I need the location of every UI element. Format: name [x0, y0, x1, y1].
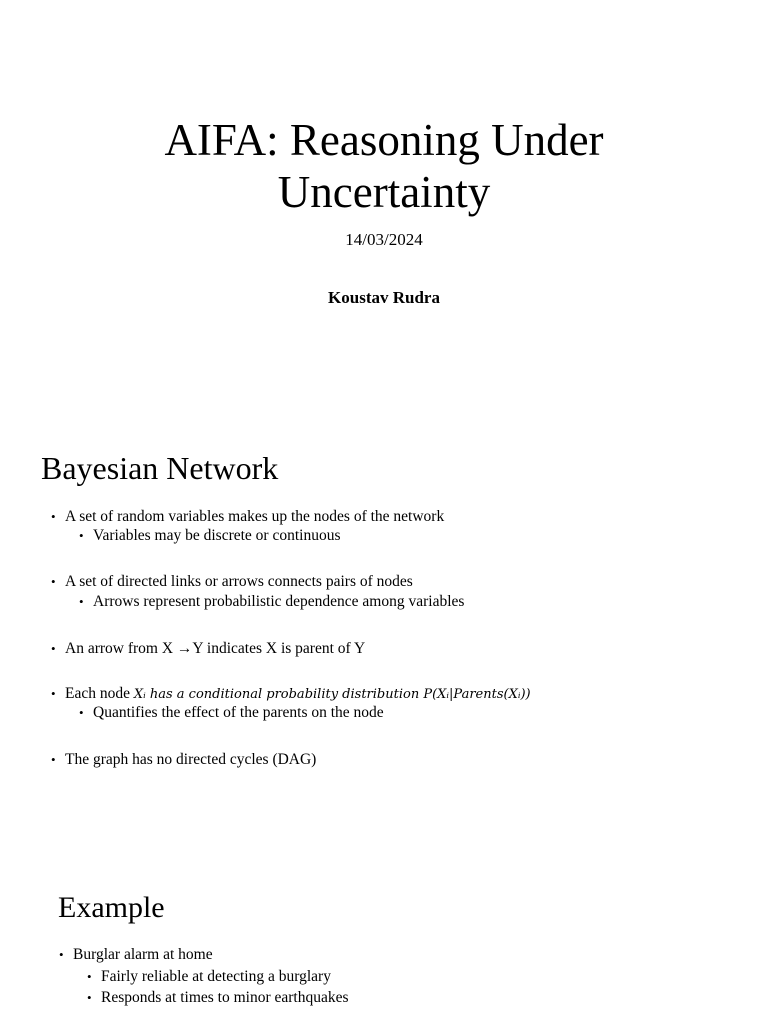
bullet-dot: •: [87, 990, 92, 1005]
title-line-1: AIFA: Reasoning Under: [164, 115, 604, 165]
sub-bullet-text: Fairly reliable at detecting a burglary: [101, 968, 331, 985]
bullet-dot: •: [59, 947, 64, 962]
bullet-item: [51, 508, 445, 526]
bullet-item: [59, 946, 213, 964]
sub-bullet-item: [87, 989, 349, 1007]
bullet-item: [51, 685, 531, 704]
title-slide: [0, 0, 768, 340]
sub-bullet-text: Quantifies the effect of the parents on the node: [93, 704, 384, 721]
sub-bullet-item: [87, 968, 331, 986]
bullet-dot: •: [51, 509, 56, 524]
bullet-dot: •: [87, 969, 92, 984]
slide-heading: Example: [58, 891, 165, 924]
bullet-dot: •: [79, 705, 84, 720]
bullet-text: An arrow from X →Y indicates X is parent of Y: [65, 640, 366, 657]
bullet-item: [51, 751, 317, 769]
bullet-dot: •: [51, 641, 56, 656]
presentation-date: 14/03/2024: [345, 230, 423, 249]
bullet-dot: •: [51, 574, 56, 589]
bullet-dot: •: [79, 594, 84, 609]
bayesian-network-slide: [0, 440, 768, 820]
sub-bullet-item: [79, 704, 384, 722]
bullet-text: A set of random variables makes up the nodes of the network: [65, 508, 445, 525]
math-formula: Xᵢ has a conditional probability distribution P(Xᵢ|Parents(Xᵢ)): [133, 687, 531, 702]
bullet-text: A set of directed links or arrows connects pairs of nodes: [65, 573, 413, 590]
title-line-2: Uncertainty: [277, 167, 491, 217]
bullet-text: The graph has no directed cycles (DAG): [65, 751, 317, 768]
bullet-item: [51, 573, 413, 591]
bullet-item: [51, 640, 366, 658]
bullet-text: Burglar alarm at home: [73, 946, 213, 963]
sub-bullet-item: [79, 527, 341, 545]
sub-bullet-text: Variables may be discrete or continuous: [93, 527, 341, 544]
bullet-text: Each node: [65, 685, 134, 702]
bullet-dot: •: [51, 752, 56, 767]
sub-bullet-text: Arrows represent probabilistic dependence among variables: [93, 593, 465, 610]
presentation-author: Koustav Rudra: [328, 288, 440, 307]
sub-bullet-text: Responds at times to minor earthquakes: [101, 989, 349, 1006]
presentation-title: [0, 114, 768, 218]
example-slide: [0, 880, 768, 1024]
bullet-dot: •: [51, 686, 56, 701]
bullet-dot: •: [79, 528, 84, 543]
sub-bullet-item: [79, 593, 465, 611]
slide-heading: Bayesian Network: [41, 450, 279, 486]
